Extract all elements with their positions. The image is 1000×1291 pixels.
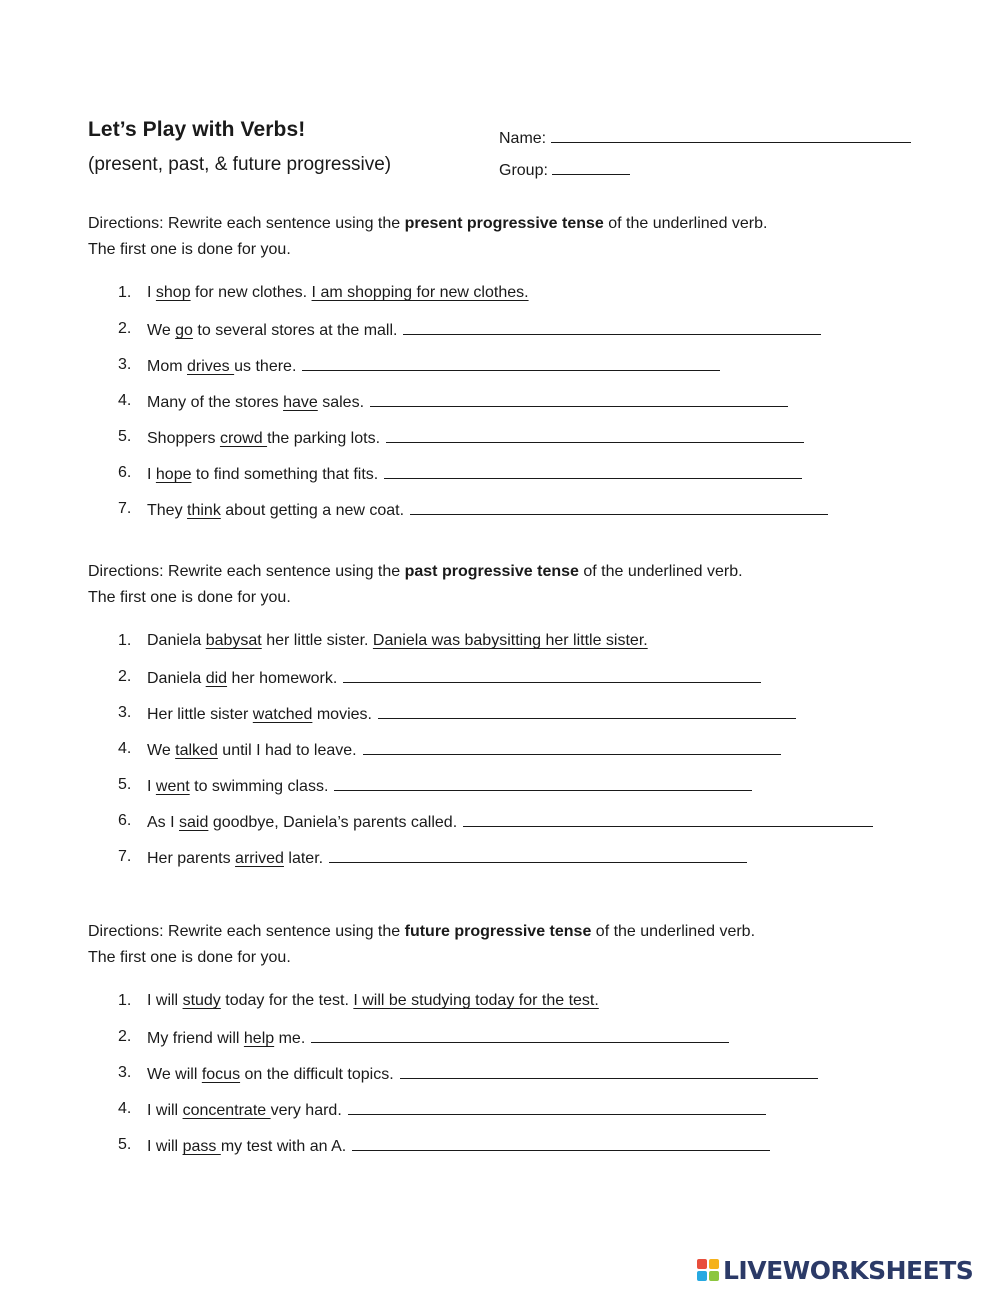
list-item: [88, 773, 948, 809]
list-item: [88, 425, 948, 461]
underlined-verb: went: [155, 778, 190, 795]
sentence-list: [88, 281, 948, 533]
answer-line[interactable]: [400, 1061, 818, 1079]
directions-suffix: of the underlined verb.: [578, 563, 743, 580]
sentence-text: her little sister.: [261, 632, 369, 649]
sentence-text: goodbye, Daniela’s parents called.: [208, 814, 458, 831]
item-number: 6.: [118, 812, 132, 829]
underlined-verb: help: [243, 1030, 275, 1047]
sentence-list: [88, 629, 948, 881]
underlined-verb: have: [283, 394, 318, 411]
sentence-text: me.: [274, 1030, 306, 1047]
list-item: [88, 281, 948, 317]
sentence-text: until I had to leave.: [217, 742, 357, 759]
example-answer: Daniela was babysitting her little sister.: [372, 632, 648, 649]
list-item: [88, 1097, 948, 1133]
sentence-text: I will: [147, 1138, 183, 1155]
list-item: [88, 353, 948, 389]
example-answer: I am shopping for new clothes.: [311, 284, 529, 301]
sentence-text: the parking lots.: [267, 430, 381, 447]
underlined-verb: hope: [155, 466, 192, 483]
tense-label: past progressive tense: [404, 563, 579, 580]
list-item: [88, 1061, 948, 1097]
sentence-text: We: [147, 742, 176, 759]
sentence-text: We: [147, 322, 176, 339]
sentence-text: I: [147, 778, 156, 795]
sentence-text: very hard.: [270, 1102, 342, 1119]
list-item: [88, 665, 948, 701]
underlined-verb: shop: [155, 284, 191, 301]
sentence-text: my test with an A.: [220, 1138, 347, 1155]
directions: [88, 919, 948, 971]
directions-prefix: Directions: Rewrite each sentence using the: [88, 563, 405, 580]
tense-label: present progressive tense: [404, 215, 604, 232]
item-number: 5.: [118, 776, 132, 793]
list-item: [88, 809, 948, 845]
list-item: [88, 1133, 948, 1169]
item-number: 1.: [118, 992, 132, 1009]
answer-line[interactable]: [348, 1097, 766, 1115]
answer-line[interactable]: [386, 425, 804, 443]
item-number: 7.: [118, 848, 132, 865]
worksheet-title: Let’s Play with Verbs!: [88, 118, 306, 141]
directions-note: The first one is done for you.: [88, 241, 291, 258]
item-number: 7.: [118, 500, 132, 517]
directions: [88, 559, 948, 611]
directions-suffix: of the underlined verb.: [603, 215, 768, 232]
underlined-verb: go: [175, 322, 193, 339]
list-item: [88, 1025, 948, 1061]
item-number: 3.: [118, 356, 132, 373]
underlined-verb: said: [179, 814, 209, 831]
name-label: Name:: [499, 130, 547, 147]
sentence-text: My friend will: [147, 1030, 244, 1047]
sentence-text: sales.: [317, 394, 365, 411]
section-future: [88, 919, 948, 1169]
answer-line[interactable]: [370, 389, 788, 407]
group-label: Group:: [499, 162, 548, 179]
directions-prefix: Directions: Rewrite each sentence using the: [88, 215, 405, 232]
sentence-text: I: [147, 466, 156, 483]
sentence-text: on the difficult topics.: [240, 1066, 394, 1083]
item-number: 4.: [118, 1100, 132, 1117]
logo-tile: [709, 1271, 719, 1281]
section-present: [88, 211, 948, 533]
answer-line[interactable]: [378, 701, 796, 719]
sentence-text: I will: [147, 1102, 183, 1119]
list-item: [88, 845, 948, 881]
underlined-verb: concentrate: [182, 1102, 271, 1119]
answer-line[interactable]: [363, 737, 781, 755]
example-answer: I will be studying today for the test.: [353, 992, 599, 1009]
list-item: [88, 497, 948, 533]
sentence-list: [88, 989, 948, 1169]
answer-line[interactable]: [329, 845, 747, 863]
answer-line[interactable]: [463, 809, 873, 827]
logo-tile: [709, 1259, 719, 1269]
item-number: 3.: [118, 1064, 132, 1081]
sentence-text: movies.: [312, 706, 372, 723]
sentence-text: Shoppers: [147, 430, 220, 447]
underlined-verb: think: [187, 502, 221, 519]
name-blank[interactable]: [551, 126, 911, 143]
item-number: 1.: [118, 284, 132, 301]
section-past: [88, 559, 948, 881]
sentence-text: today for the test.: [220, 992, 349, 1009]
underlined-verb: talked: [175, 742, 218, 759]
item-number: 5.: [118, 428, 132, 445]
answer-line[interactable]: [343, 665, 761, 683]
sentence-text: I will: [147, 992, 183, 1009]
directions-prefix: Directions: Rewrite each sentence using the: [88, 923, 405, 940]
list-item: [88, 989, 948, 1025]
sentence-text: us there.: [234, 358, 297, 375]
sentence-text: her homework.: [227, 670, 338, 687]
answer-line[interactable]: [352, 1133, 770, 1151]
group-blank[interactable]: [552, 158, 630, 175]
item-number: 2.: [118, 320, 132, 337]
underlined-verb: pass: [182, 1138, 221, 1155]
sentence-text: about getting a new coat.: [220, 502, 405, 519]
sentence-text: We will: [147, 1066, 202, 1083]
sentence-text: Daniela: [147, 670, 206, 687]
sentence-text: later.: [283, 850, 324, 867]
tense-label: future progressive tense: [404, 923, 592, 940]
item-number: 6.: [118, 464, 132, 481]
item-number: 4.: [118, 740, 132, 757]
underlined-verb: arrived: [235, 850, 284, 867]
sentence-text: They: [147, 502, 188, 519]
list-item: [88, 701, 948, 737]
underlined-verb: focus: [201, 1066, 241, 1083]
underlined-verb: crowd: [219, 430, 268, 447]
logo-mark-icon: [697, 1259, 719, 1281]
sentence-text: to swimming class.: [189, 778, 329, 795]
group-field: [499, 158, 630, 180]
logo-tile: [697, 1271, 707, 1281]
item-number: 2.: [118, 1028, 132, 1045]
sentence-text: I: [147, 284, 156, 301]
sentence-text: Her parents: [147, 850, 236, 867]
item-number: 1.: [118, 632, 132, 649]
list-item: [88, 737, 948, 773]
sentence-text: Daniela: [147, 632, 206, 649]
directions-note: The first one is done for you.: [88, 949, 291, 966]
answer-line[interactable]: [403, 317, 821, 335]
sentence-text: Mom: [147, 358, 187, 375]
list-item: [88, 461, 948, 497]
logo-text: LIVEWORKSHEETS: [723, 1255, 974, 1285]
directions-note: The first one is done for you.: [88, 589, 291, 606]
logo-tile: [697, 1259, 707, 1269]
list-item: [88, 629, 948, 665]
item-number: 4.: [118, 392, 132, 409]
sentence-text: to find something that fits.: [191, 466, 379, 483]
underlined-verb: study: [182, 992, 221, 1009]
answer-line[interactable]: [384, 461, 802, 479]
sentence-text: Many of the stores: [147, 394, 284, 411]
sentence-text: Her little sister: [147, 706, 253, 723]
list-item: [88, 389, 948, 425]
sentence-text: As I: [147, 814, 180, 831]
answer-line[interactable]: [302, 353, 720, 371]
item-number: 5.: [118, 1136, 132, 1153]
list-item: [88, 317, 948, 353]
answer-line[interactable]: [410, 497, 828, 515]
directions: [88, 211, 948, 263]
answer-line[interactable]: [334, 773, 752, 791]
underlined-verb: did: [205, 670, 228, 687]
sentence-text: to several stores at the mall.: [192, 322, 398, 339]
directions-suffix: of the underlined verb.: [591, 923, 756, 940]
liveworksheets-logo: [697, 1256, 973, 1284]
underlined-verb: drives: [187, 358, 235, 375]
item-number: 2.: [118, 668, 132, 685]
name-field: [499, 126, 911, 148]
underlined-verb: watched: [252, 706, 313, 723]
sentence-text: for new clothes.: [190, 284, 308, 301]
item-number: 3.: [118, 704, 132, 721]
answer-line[interactable]: [311, 1025, 729, 1043]
underlined-verb: babysat: [205, 632, 262, 649]
worksheet-subtitle: (present, past, & future progressive): [88, 154, 392, 175]
